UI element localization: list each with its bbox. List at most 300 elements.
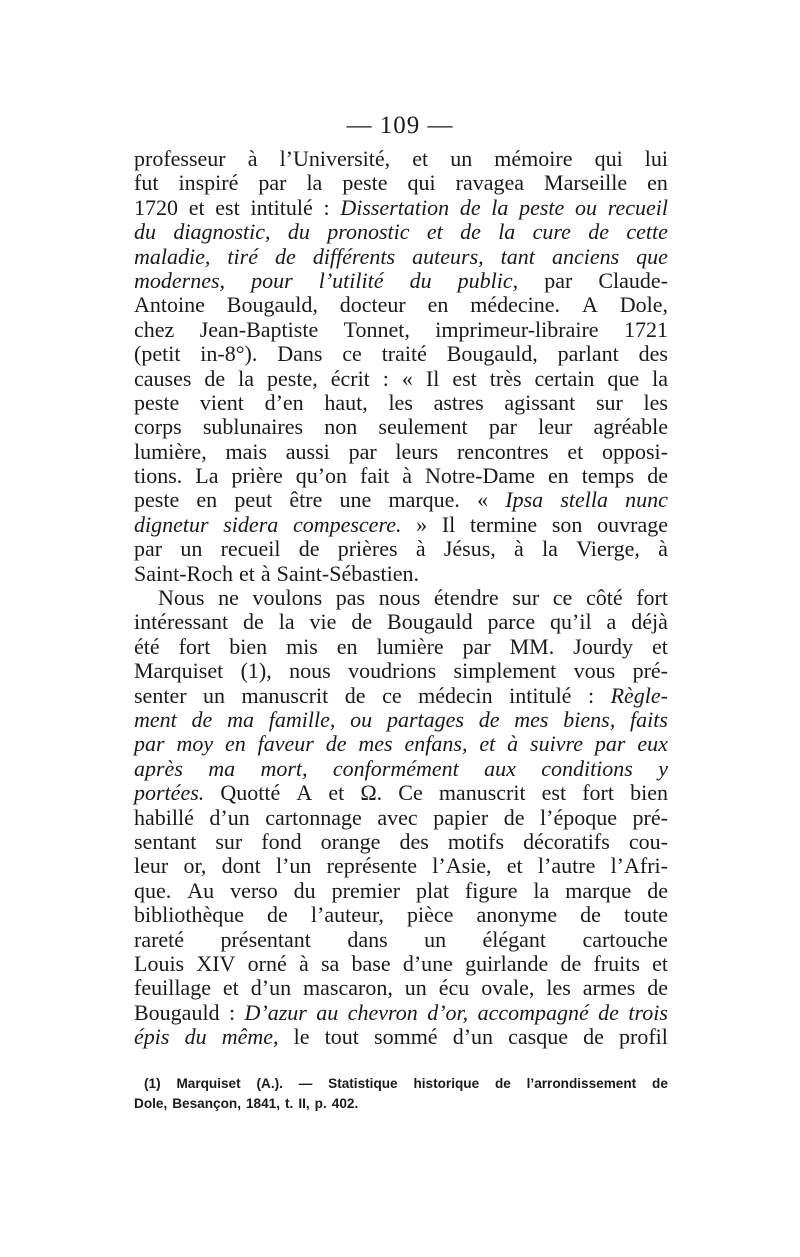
word: de: [459, 194, 481, 220]
paragraph: [134, 586, 668, 1049]
word: ma: [227, 706, 254, 732]
word: une: [339, 487, 372, 513]
word: et: [479, 731, 496, 757]
word: trois: [628, 999, 668, 1025]
word: intitulé: [509, 682, 572, 708]
word: Ipsa: [505, 487, 544, 513]
text-line: [134, 342, 668, 366]
word: un: [450, 146, 473, 171]
word: non: [324, 414, 358, 440]
word: astres: [433, 389, 484, 415]
word: ou: [350, 706, 373, 732]
word: (petit: [134, 341, 181, 367]
word: peste: [134, 389, 180, 415]
word: Règle-: [610, 682, 668, 708]
text-line: [134, 1001, 668, 1025]
word: de: [243, 609, 264, 635]
word: Saint-Roch: [134, 560, 233, 586]
word: est: [452, 365, 477, 391]
word: être: [289, 487, 323, 513]
word: le: [293, 1024, 310, 1050]
word: Vierge,: [576, 536, 640, 562]
word: étendre: [433, 585, 499, 611]
word: en: [225, 731, 246, 757]
word: de: [191, 706, 213, 732]
word: papier: [433, 804, 489, 830]
text-line: [134, 245, 668, 269]
word: les: [546, 975, 571, 1001]
word: cartouche: [582, 926, 668, 952]
word: l’auteur,: [310, 902, 384, 928]
word: un: [424, 926, 447, 952]
word: inspiré: [178, 170, 239, 196]
word: Marquiset: [134, 658, 224, 684]
word: Ce: [398, 780, 423, 806]
word: est: [215, 194, 240, 220]
word: (1),: [240, 658, 272, 684]
word: motifs: [447, 828, 505, 854]
word: A: [296, 780, 313, 806]
word: aux: [484, 755, 516, 781]
word: à: [260, 560, 271, 586]
word: Quotté: [220, 780, 281, 806]
word: la: [542, 536, 558, 562]
word: La: [195, 463, 219, 489]
word: et: [328, 780, 345, 806]
word: accompagné: [477, 999, 589, 1025]
word: professeur: [134, 146, 226, 171]
word: t.: [285, 1096, 294, 1111]
word: même,: [221, 1024, 279, 1050]
word: épis: [134, 1024, 170, 1050]
word: à: [514, 536, 524, 562]
word: opposi-: [602, 438, 668, 464]
word: dont: [221, 853, 261, 879]
word: en: [427, 292, 449, 318]
word: guirlande: [465, 950, 549, 976]
word: historique: [413, 1076, 480, 1091]
word: et: [412, 146, 429, 171]
word: qu’il: [550, 609, 592, 635]
word: ne: [218, 585, 239, 611]
word: la: [533, 877, 550, 903]
body-text: [134, 147, 668, 1049]
word: Besançon,: [172, 1096, 241, 1111]
word: est: [541, 780, 567, 806]
word: de: [275, 243, 296, 269]
word: Bougauld,: [446, 341, 538, 367]
word: au: [316, 999, 339, 1025]
word: agissant: [504, 389, 576, 415]
word: pré-: [632, 804, 668, 830]
word: armes: [582, 975, 636, 1001]
word: bibliothèque: [134, 902, 244, 928]
word: Il: [425, 365, 440, 391]
text-line: [134, 1025, 668, 1049]
word: Au: [187, 877, 215, 903]
word: de: [325, 731, 347, 757]
word: seulement: [378, 414, 468, 440]
word: lumière: [376, 633, 444, 659]
word: différents: [312, 243, 396, 269]
text-line: [134, 196, 668, 220]
word: décoratifs: [523, 828, 610, 854]
word: sublunaires: [202, 414, 304, 440]
text-line: [134, 732, 668, 756]
text-line: [134, 367, 668, 391]
word: traité: [381, 341, 427, 367]
word: de: [351, 609, 373, 635]
word: ravagea: [455, 170, 525, 196]
word: :: [228, 999, 236, 1025]
word: cure: [532, 219, 571, 245]
word: qu’on: [295, 463, 348, 489]
word: de: [560, 950, 582, 976]
word: de: [494, 1076, 511, 1091]
word: D’azur: [244, 999, 307, 1025]
word: 1720: [134, 194, 178, 220]
word: et: [652, 950, 668, 976]
word: leur: [134, 853, 169, 879]
word: Dole,: [134, 1096, 168, 1111]
word: causes: [134, 365, 192, 391]
text-line: [134, 147, 668, 171]
word: que.: [134, 877, 172, 903]
word: Claude-: [598, 267, 668, 293]
text-line: [134, 879, 668, 903]
word: profil: [619, 1024, 668, 1050]
word: tout: [324, 1024, 359, 1050]
text-line: [134, 293, 668, 317]
word: Louis: [134, 950, 185, 976]
word: d’un: [452, 1024, 494, 1050]
word: fond: [261, 828, 302, 854]
word: de: [298, 536, 320, 562]
word: nunc: [625, 487, 668, 513]
word: simplement: [453, 658, 557, 684]
word: »: [416, 511, 428, 537]
word: parce: [487, 609, 536, 635]
word: suivre: [530, 731, 583, 757]
text-line: [134, 562, 668, 586]
word: modernes,: [134, 267, 226, 293]
word: l’utilité: [318, 267, 384, 293]
word: Statistique: [328, 1076, 398, 1091]
word: Saint-Sébastien.: [276, 560, 420, 586]
word: à: [507, 731, 519, 757]
word: anonyme: [476, 902, 558, 928]
word: enfans,: [404, 731, 468, 757]
word: les: [388, 389, 413, 415]
word: Jean-Baptiste: [199, 316, 319, 342]
word: présentant: [220, 926, 311, 952]
word: l’Afri-: [610, 853, 668, 879]
word: lui: [644, 146, 668, 171]
text-line: [134, 318, 668, 342]
text-line: [134, 220, 668, 244]
word: Bougauld: [134, 999, 220, 1025]
word: vous: [573, 658, 616, 684]
word: casque: [508, 1024, 569, 1050]
word: faveur: [257, 731, 314, 757]
word: qui: [594, 146, 623, 171]
word: la: [278, 609, 295, 635]
word: ou: [575, 194, 598, 220]
word: sur: [512, 585, 540, 611]
text-line: [134, 464, 668, 488]
word: p.: [314, 1096, 327, 1111]
word: que: [607, 365, 640, 391]
word: parlant: [557, 341, 619, 367]
word: habillé: [134, 804, 194, 830]
word: de: [652, 1076, 668, 1091]
word: :: [323, 194, 330, 220]
word: de: [647, 975, 668, 1001]
word: peste: [342, 170, 388, 196]
word: plat: [415, 877, 449, 903]
word: côté: [585, 585, 623, 611]
word: compescere.: [292, 511, 402, 537]
word: la: [238, 365, 255, 391]
word: un: [203, 682, 226, 708]
word: pièce: [406, 902, 454, 928]
word: l’arrondissement: [526, 1076, 637, 1091]
word: or,: [183, 853, 207, 879]
word: peste,: [267, 365, 318, 391]
word: par: [488, 414, 517, 440]
word: orange: [320, 828, 381, 854]
word: portées.: [134, 780, 205, 806]
word: nous: [378, 585, 421, 611]
word: public,: [457, 267, 519, 293]
word: Tonnet,: [343, 316, 410, 342]
word: un: [404, 975, 427, 1001]
word: fruits: [593, 950, 640, 976]
word: rareté: [134, 926, 185, 952]
word: à: [298, 950, 309, 976]
word: fait: [360, 463, 390, 489]
word: vient: [199, 389, 244, 415]
text-line: [134, 854, 668, 878]
text-line: [134, 830, 668, 854]
word: sentant: [134, 828, 197, 854]
text-line: [134, 537, 668, 561]
word: MM.: [509, 633, 555, 659]
word: avec: [377, 804, 418, 830]
word: de: [647, 877, 668, 903]
word: du: [409, 267, 432, 293]
word: agréable: [593, 414, 668, 440]
word: du: [287, 219, 310, 245]
word: d’un: [250, 975, 292, 1001]
word: écrit: [330, 365, 370, 391]
word: prière: [231, 463, 283, 489]
footnote-line: [134, 1094, 668, 1114]
text-line: [134, 708, 668, 732]
paragraph: [134, 147, 668, 586]
text-line: [134, 659, 668, 683]
word: Marseille: [544, 170, 628, 196]
word: Dissertation: [340, 194, 450, 220]
word: base: [351, 950, 391, 976]
word: y: [658, 755, 668, 781]
word: manuscrit: [241, 682, 329, 708]
word: de: [583, 1024, 604, 1050]
word: de: [503, 804, 525, 830]
word: dignetur: [134, 511, 209, 537]
word: :: [382, 365, 389, 391]
word: 1841,: [245, 1096, 281, 1111]
word: Dans: [277, 341, 323, 367]
word: toute: [623, 902, 668, 928]
word: médecine.: [470, 292, 561, 318]
word: 1721: [623, 316, 668, 342]
word: (A.).: [256, 1076, 283, 1091]
word: écu: [438, 975, 470, 1001]
word: qui: [407, 170, 436, 196]
word: par: [462, 633, 491, 659]
word: fort: [582, 780, 614, 806]
word: XIV: [196, 950, 236, 976]
word: marque: [565, 877, 632, 903]
word: sidera: [223, 511, 279, 537]
word: déjà: [631, 609, 668, 635]
word: la: [498, 219, 516, 245]
word: premier: [331, 877, 401, 903]
word: marque.: [388, 487, 460, 513]
word: des: [638, 341, 668, 367]
word: Il: [441, 511, 456, 537]
word: tiré: [227, 243, 258, 269]
word: haut,: [324, 389, 368, 415]
word: d’en: [264, 389, 304, 415]
word: en: [196, 487, 218, 513]
word: docteur: [339, 292, 406, 318]
word: sommé: [374, 1024, 438, 1050]
word: des: [399, 828, 429, 854]
word: nous: [289, 658, 331, 684]
word: stella: [560, 487, 608, 513]
word: et: [506, 853, 523, 879]
word: imprimeur-libraire: [435, 316, 599, 342]
word: élégant: [482, 926, 547, 952]
word: mis: [286, 633, 318, 659]
word: termine: [469, 511, 538, 537]
word: en: [647, 170, 668, 196]
text-line: [134, 391, 668, 415]
word: bien: [229, 633, 268, 659]
word: par: [594, 731, 626, 757]
word: fort: [178, 633, 211, 659]
text-line: [134, 952, 668, 976]
word: bien: [630, 780, 668, 806]
word: rencontres: [456, 438, 549, 464]
word: de: [344, 682, 366, 708]
word: de: [598, 999, 619, 1025]
word: 402.: [331, 1096, 359, 1111]
text-line: [134, 440, 668, 464]
word: ment: [134, 706, 177, 732]
word: figure: [464, 877, 518, 903]
word: manuscrit: [438, 780, 526, 806]
word: feuillage: [134, 975, 211, 1001]
text-line: [134, 269, 668, 293]
word: —: [298, 1076, 313, 1091]
word: fut: [134, 170, 159, 196]
word: représente: [326, 853, 418, 879]
word: et: [426, 219, 443, 245]
word: voulons: [252, 585, 323, 611]
word: temps: [581, 463, 635, 489]
word: l’Asie,: [432, 853, 492, 879]
word: son: [551, 511, 583, 537]
word: recueil: [607, 194, 668, 220]
word: que: [636, 243, 668, 269]
word: intitulé: [250, 194, 313, 220]
word: par: [134, 731, 165, 757]
text-line: [134, 171, 668, 195]
word: du: [134, 219, 156, 245]
word: moy: [176, 731, 214, 757]
word: cette: [626, 219, 668, 245]
text-line: [134, 976, 668, 1000]
word: ce: [552, 585, 573, 611]
word: «: [401, 365, 413, 391]
word: partages: [386, 706, 464, 732]
word: ce: [382, 682, 402, 708]
word: Notre-Dame: [425, 463, 535, 489]
word: peste: [134, 487, 180, 513]
word: lumière,: [134, 438, 207, 464]
word: de: [267, 902, 288, 928]
text-line: [134, 903, 668, 927]
footnote-line: [134, 1074, 668, 1094]
word: corps: [134, 414, 182, 440]
word: mes: [514, 706, 549, 732]
word: famille,: [268, 706, 336, 732]
word: sa: [320, 950, 340, 976]
word: recueil: [220, 536, 281, 562]
word: in-8°).: [200, 341, 258, 367]
footnote: [134, 1074, 668, 1114]
word: de: [580, 902, 601, 928]
word: a: [606, 609, 617, 635]
text-line: [134, 928, 668, 952]
word: et: [567, 438, 584, 464]
word: Nous: [158, 585, 205, 611]
word: peut: [234, 487, 273, 513]
word: Jésus,: [443, 536, 496, 562]
word: mort,: [260, 755, 308, 781]
text-line: [134, 610, 668, 634]
word: par: [134, 536, 163, 562]
word: maladie,: [134, 243, 211, 269]
word: un: [180, 536, 203, 562]
page-number: — 109 —: [346, 112, 454, 139]
word: ouvrage: [597, 511, 668, 537]
word: conformément: [332, 755, 459, 781]
word: pronostic: [327, 219, 410, 245]
word: conditions: [541, 755, 633, 781]
word: orné: [247, 950, 287, 976]
word: de: [647, 463, 668, 489]
word: tant: [500, 243, 535, 269]
word: ce: [342, 341, 362, 367]
word: par: [544, 267, 573, 293]
word: pré-: [632, 658, 668, 684]
word: anciens: [551, 243, 620, 269]
word: prières: [337, 536, 398, 562]
